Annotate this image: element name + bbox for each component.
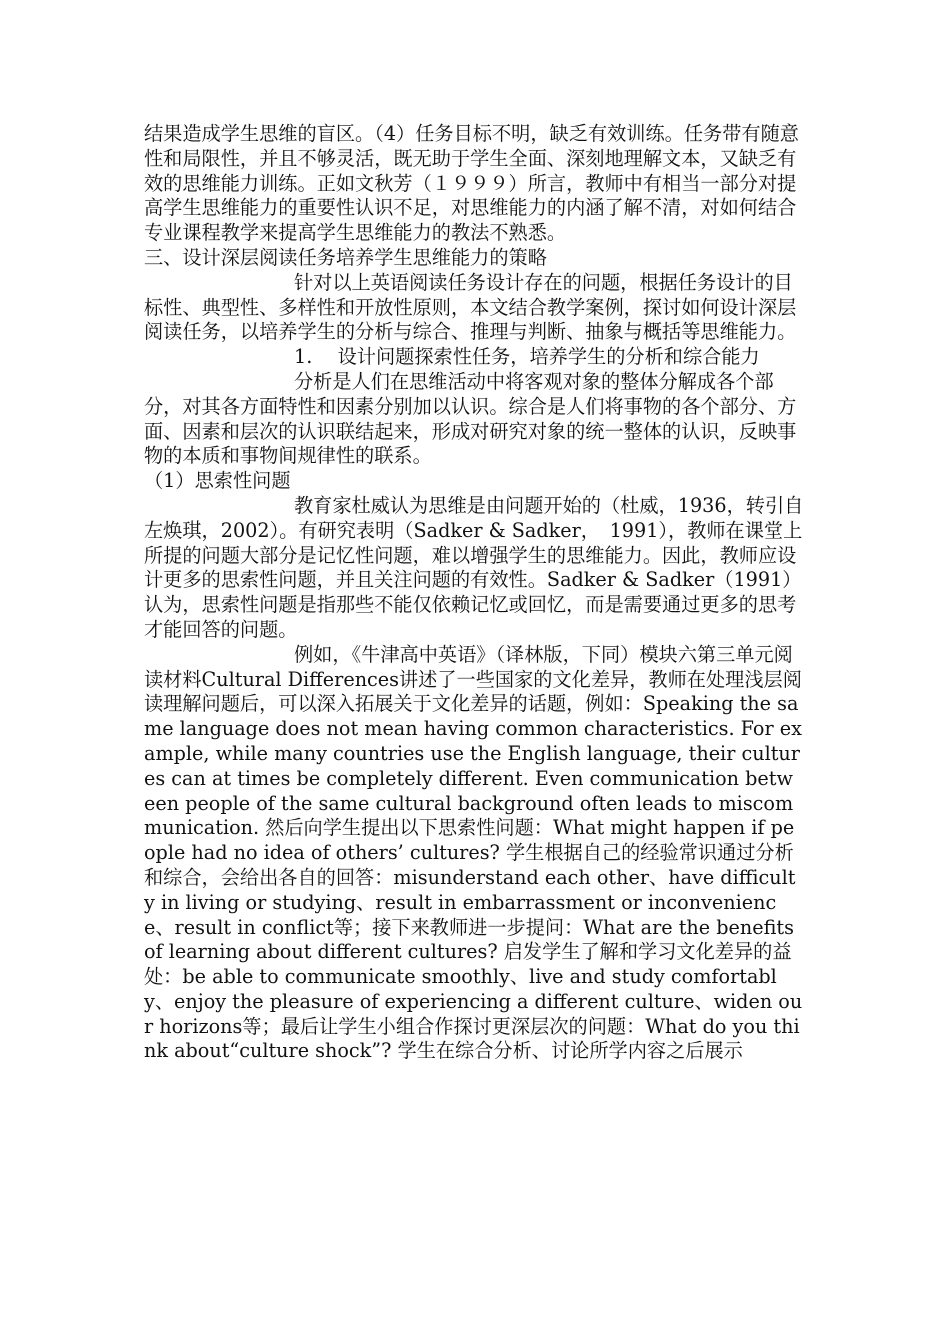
body-paragraph: 针对以上英语阅读任务设计存在的问题，根据任务设计的目标性、典型性、多样性和开放性原则，本文结合教学案例，探讨如何设计深层阅读任务，以培养学生的分析与综合、推理与判断、抽象与概括等思维能力。 <box>144 270 797 344</box>
body-paragraph: 分析是人们在思维活动中将客观对象的整体分解成各个部分，对其各方面特性和因素分别加以认识。综合是人们将事物的各个部分、方面、因素和层次的认识联结起来，形成对研究对象的统一整体的认识，反映事物的本质和事物间规律性的联系。 <box>144 369 797 468</box>
subsubsection-heading: （1）思索性问题 <box>144 469 291 493</box>
body-paragraph: 教育家杜威认为思维是由问题开始的（杜威，1936，转引自左焕琪，2002）。有研究表明（Sadker & Sadker， 1991），教师在课堂上所提的问题大部分是记忆性问题，难以增强学生的思维能力。因此，教师应设计更多的思索性问题，并且关注问题的有效性。Sadker & Sadker（1991）认为，思索性问题是指那些不能仅依赖记忆或回忆，而是需要通过更多的思考才能回答的问题。 <box>144 493 804 641</box>
body-paragraph: 结果造成学生思维的盲区。（4）任务目标不明，缺乏有效训练。任务带有随意性和局限性，并且不够灵活，既无助于学生全面、深刻地理解文本，又缺乏有效的思维能力训练。正如文秋芳（１９９９）所言，教师中有相当一部分对提高学生思维能力的重要性认识不足，对思维能力的内涵了解不清，对如何结合专业课程教学来提高学生思维能力的教法不熟悉。 <box>144 122 799 245</box>
section-heading: 三、设计深层阅读任务培养学生思维能力的策略 <box>144 245 547 269</box>
subsection-heading: 1. 设计问题探索性任务，培养学生的分析和综合能力 <box>294 345 760 369</box>
body-paragraph: 例如，《牛津高中英语》（译林版，下同）模块六第三单元阅读材料Cultural Differences讲述了一些国家的文化差异，教师在处理浅层阅读理解问题后，可以深入拓展关于文化差异的话题，例如：Speaking the same language does not mean having common characteristics. For example, while many countries use the English language, their cultures can at times be completely different. Even communication between people of the same cultural background often leads to miscommunication. 然后向学生提出以下思索性问题：What might happen if people had no idea of others’ cultures? 学生根据自己的经验常识通过分析和综合，会给出各自的回答：misunderstand each other、have difficulty in living or studying、result in embarrassment or inconvenience、result in conflict等；接下来教师进一步提问：What are the benefits of learning about different cultures? 启发学生了解和学习文化差异的益处：be able to communicate smoothly、live and study comfortably、enjoy the pleasure of experiencing a different culture、widen our horizons等；最后让学生小组合作探讨更深层次的问题：What do you think about“culture shock”? 学生在综合分析、讨论所学内容之后展示 <box>144 642 803 1063</box>
document-page <box>144 122 804 1064</box>
